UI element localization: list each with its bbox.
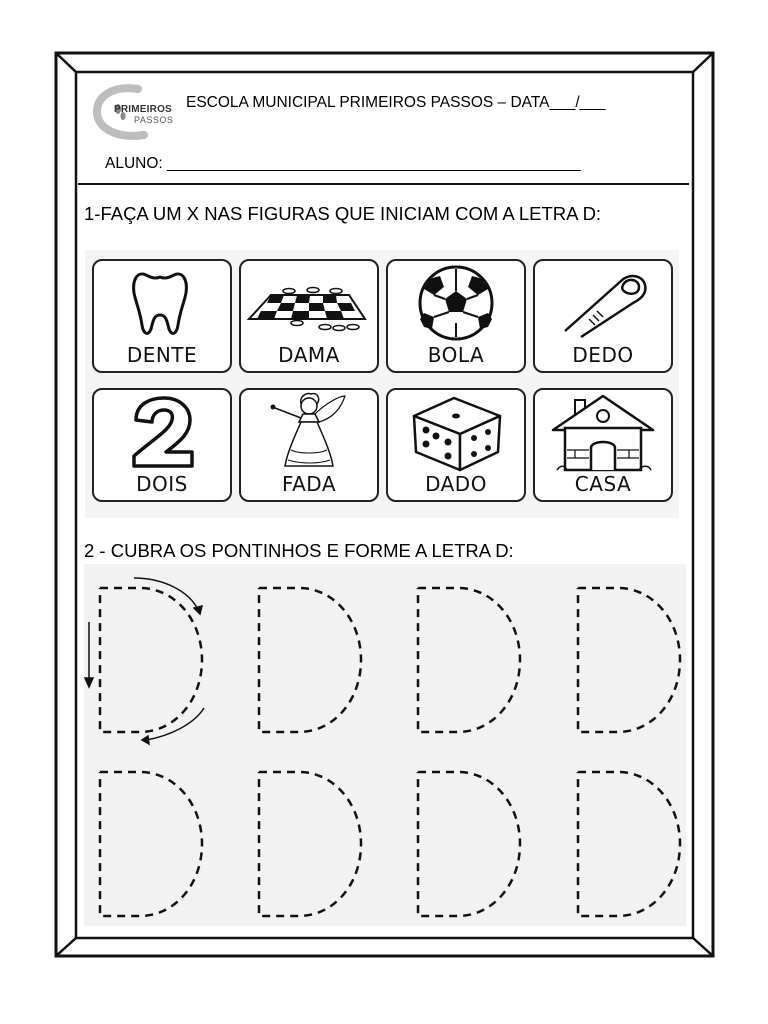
card-fada[interactable]: [239, 388, 379, 502]
traceable-letter-d[interactable]: [418, 588, 520, 732]
question-1-text: 1-FAÇA UM X NAS FIGURAS QUE INICIAM COM A LETRA D:: [84, 203, 602, 224]
letter-tracing-area[interactable]: [84, 564, 686, 926]
traceable-letter-d[interactable]: [418, 772, 520, 916]
card-word: BOLA: [427, 343, 485, 367]
card-word: CASA: [574, 472, 632, 496]
question-2-text: 2 - CUBRA OS PONTINHOS E FORME A LETRA D:: [84, 540, 514, 561]
number-two-icon: [94, 390, 230, 474]
logo-subtext: PASSOS: [134, 115, 174, 125]
card-bola[interactable]: [386, 259, 526, 373]
traceable-letter-d[interactable]: [100, 588, 202, 732]
stroke-direction-arrows: [85, 578, 204, 744]
house-icon: [535, 390, 671, 474]
traceable-letter-d[interactable]: [259, 588, 361, 732]
dice-icon: [388, 390, 524, 474]
card-word: FADA: [281, 472, 337, 496]
school-title: ESCOLA MUNICIPAL PRIMEIROS PASSOS – DATA___/___: [186, 94, 606, 111]
card-word: DENTE: [126, 343, 198, 367]
card-word: DEDO: [572, 343, 634, 367]
card-dente[interactable]: [92, 259, 232, 373]
student-name-field[interactable]: ALUNO: ________________________________________________: [105, 155, 581, 172]
finger-icon: [535, 261, 671, 345]
card-word: DOIS: [136, 472, 188, 496]
fairy-icon: [241, 390, 377, 474]
soccer-ball-icon: [388, 261, 524, 345]
card-dedo[interactable]: [533, 259, 673, 373]
card-casa[interactable]: [533, 388, 673, 502]
picture-grid: [85, 250, 679, 518]
card-dado[interactable]: [386, 388, 526, 502]
traceable-letter-d[interactable]: [578, 588, 680, 732]
card-dama[interactable]: [239, 259, 379, 373]
card-dois[interactable]: [92, 388, 232, 502]
checkerboard-icon: [241, 261, 377, 345]
logo-text: PRIMEIROS: [114, 104, 172, 115]
card-word: DADO: [425, 472, 487, 496]
tooth-icon: [94, 261, 230, 345]
traceable-letter-d[interactable]: [578, 772, 680, 916]
card-word: DAMA: [278, 343, 340, 367]
traceable-letter-d[interactable]: [100, 772, 202, 916]
traceable-letter-d[interactable]: [259, 772, 361, 916]
